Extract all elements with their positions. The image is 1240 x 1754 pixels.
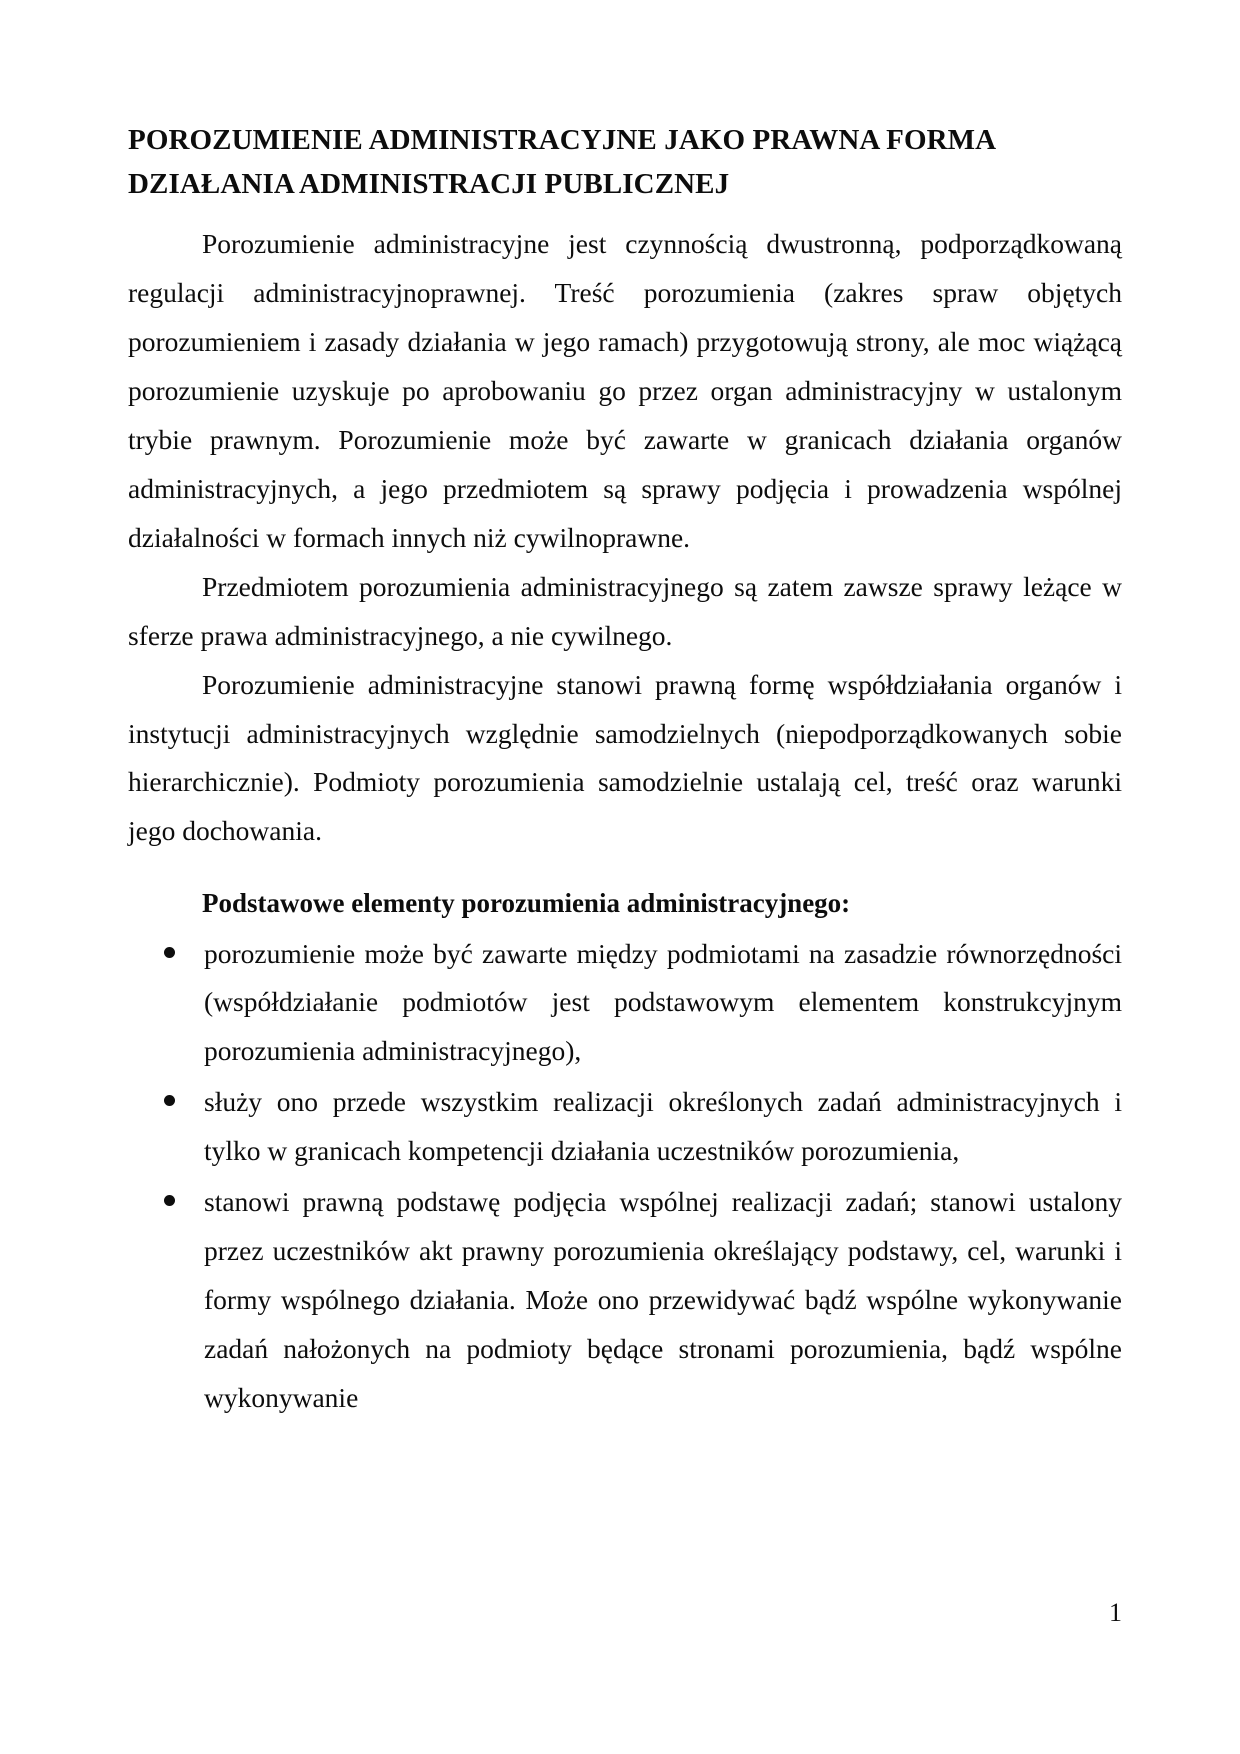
paragraph-1: Porozumienie administracyjne jest czynnością dwustronną, podporządkowaną regulacji administracyjnoprawnej. Treść porozumienia (zakres spraw objętych porozumieniem i zasady działania w jego ramach) przygotowują strony, ale moc wiążącą porozumienie uzyskuje po aprobowaniu go przez organ administracyjny w ustalonym trybie prawnym. Porozumienie może być zawarte w granicach działania organów administracyjnych, a jego przedmiotem są sprawy podjęcia i prowadzenia wspólnej działalności w formach innych niż cywilnoprawne. [128, 228, 1122, 553]
bullet-list [128, 930, 1122, 1423]
section-heading: Podstawowe elementy porozumienia administracyjnego: [202, 888, 851, 919]
bullet-dot-icon [164, 947, 175, 958]
page-title-line-1: POROZUMIENIE ADMINISTRACYJNE JAKO PRAWNA FORMA [128, 124, 997, 156]
paragraph-2: Przedmiotem porozumienia administracyjnego są zatem zawsze sprawy leżące w sferze prawa administracyjnego, a nie cywilnego. [128, 570, 1122, 651]
list-item [128, 930, 1122, 1077]
paragraph-3: Porozumienie administracyjne stanowi prawną formę współdziałania organów i instytucji administracyjnych względnie samodzielnych (niepodporządkowanych sobie hierarchicznie). Podmioty porozumienia samodzielnie ustalają cel, treść oraz warunki jego dochowania. [128, 668, 1122, 847]
list-item-text: stanowi prawną podstawę podjęcia wspólnej realizacji zadań; stanowi ustalony przez uczestników akt prawny porozumienia określający podstawy, cel, warunki i formy wspólnego działania. Może ono przewidywać bądź wspólne wykonywanie zadań nałożonych na podmioty będące stronami porozumienia, bądź wspólne wykonywanie [204, 1186, 1122, 1413]
list-item [128, 1178, 1122, 1423]
page-number: 1 [1109, 1598, 1122, 1627]
page-title-line-2: DZIAŁANIA ADMINISTRACJI PUBLICZNEJ [128, 168, 730, 201]
page-title [128, 118, 1122, 206]
bullet-dot-icon [164, 1195, 175, 1206]
list-item-text: porozumienie może być zawarte między podmiotami na zasadzie równorzędności (współdziałanie podmiotów jest podstawowym elementem konstrukcyjnym porozumienia administracyjnego), [204, 937, 1122, 1067]
list-item-text: służy ono przede wszystkim realizacji określonych zadań administracyjnych i tylko w granicach kompetencji działania uczestników porozumienia, [204, 1086, 1122, 1167]
list-item [128, 1078, 1122, 1176]
bullet-dot-icon [164, 1095, 175, 1106]
